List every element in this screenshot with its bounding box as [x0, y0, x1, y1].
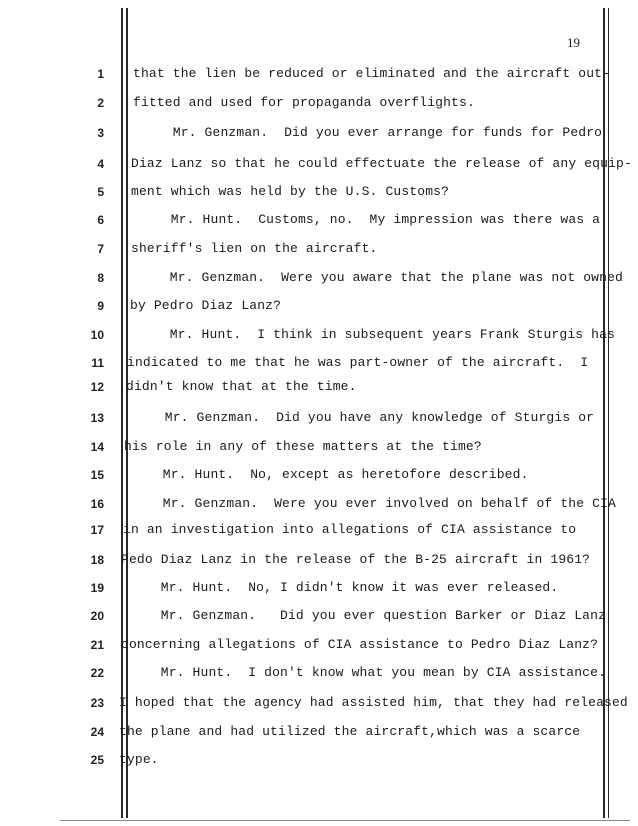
line-number: 6 — [97, 213, 104, 227]
line-number: 1 — [97, 67, 104, 81]
transcript-line: Diaz Lanz so that he could effectuate the release of any equip- — [131, 156, 632, 171]
line-number: 13 — [90, 411, 104, 425]
line-number: 12 — [90, 380, 104, 394]
transcript-line: Mr. Hunt. I think in subsequent years Frank Sturgis has — [130, 327, 616, 342]
line-number: 22 — [90, 666, 104, 680]
line-number: 2 — [97, 96, 104, 110]
transcript-line: that the lien be reduced or eliminated and the aircraft out- — [133, 66, 611, 81]
line-number: 3 — [97, 126, 104, 140]
transcript-line: Mr. Genzman. Did you ever question Barker or Diaz Lanz — [121, 608, 607, 623]
line-number: 23 — [90, 696, 104, 710]
line-number: 14 — [90, 440, 104, 454]
line-number: 20 — [90, 609, 104, 623]
transcript-line: sheriff's lien on the aircraft. — [131, 241, 378, 256]
transcript-line: concerning allegations of CIA assistance to Pedro Diaz Lanz? — [121, 637, 599, 652]
transcript-line: Mr. Hunt. No, except as heretofore described. — [123, 467, 529, 482]
line-number: 11 — [91, 356, 104, 370]
line-number: 19 — [90, 581, 104, 595]
line-number: 4 — [97, 157, 104, 171]
line-number: 18 — [90, 553, 104, 567]
line-number: 5 — [97, 185, 104, 199]
transcript-line: I hoped that the agency had assisted him, that they had released — [119, 695, 628, 710]
line-number: 17 — [90, 523, 104, 537]
line-number: 7 — [97, 242, 104, 256]
line-number: 25 — [90, 753, 104, 767]
transcript-line: his role in any of these matters at the time? — [124, 439, 482, 454]
transcript-line: Mr. Genzman. Were you ever involved on behalf of the CIA — [123, 496, 616, 511]
transcript-line: the plane and had utilized the aircraft,which was a scarce — [119, 724, 581, 739]
page-bottom-edge — [60, 820, 630, 821]
transcript-line: indicated to me that he was part-owner of the aircraft. I — [127, 355, 589, 370]
line-number: 9 — [97, 299, 104, 313]
transcript-line: Mr. Hunt. I don't know what you mean by CIA assistance. — [121, 665, 607, 680]
transcript-line: ment which was held by the U.S. Customs? — [131, 184, 450, 199]
transcript-line: by Pedro Diaz Lanz? — [130, 298, 282, 313]
transcript-line: Mr. Hunt. Customs, no. My impression was there was a — [131, 212, 601, 227]
transcript-line: Mr. Genzman. Were you aware that the plane was not owned — [130, 270, 623, 285]
transcript-line: in an investigation into allegations of CIA assistance to — [123, 522, 577, 537]
line-number: 16 — [90, 497, 104, 511]
transcript-line: Mr. Genzman. Did you have any knowledge of Sturgis or — [125, 410, 595, 425]
transcript-line: Mr. Hunt. No, I didn't know it was ever released. — [121, 580, 559, 595]
transcript-line: Mr. Genzman. Did you ever arrange for funds for Pedro — [133, 125, 603, 140]
page-number: 19 — [567, 35, 580, 50]
transcript-line: didn't know that at the time. — [126, 379, 357, 394]
line-number: 15 — [90, 468, 104, 482]
transcript-line: type. — [119, 752, 159, 767]
line-number: 10 — [90, 328, 104, 342]
line-number: 8 — [97, 271, 104, 285]
line-number: 24 — [90, 725, 104, 739]
line-number: 21 — [90, 638, 104, 652]
transcript-line: fitted and used for propaganda overflights. — [133, 95, 475, 110]
transcript-line: Pedo Diaz Lanz in the release of the B-25 aircraft in 1961? — [121, 552, 591, 567]
